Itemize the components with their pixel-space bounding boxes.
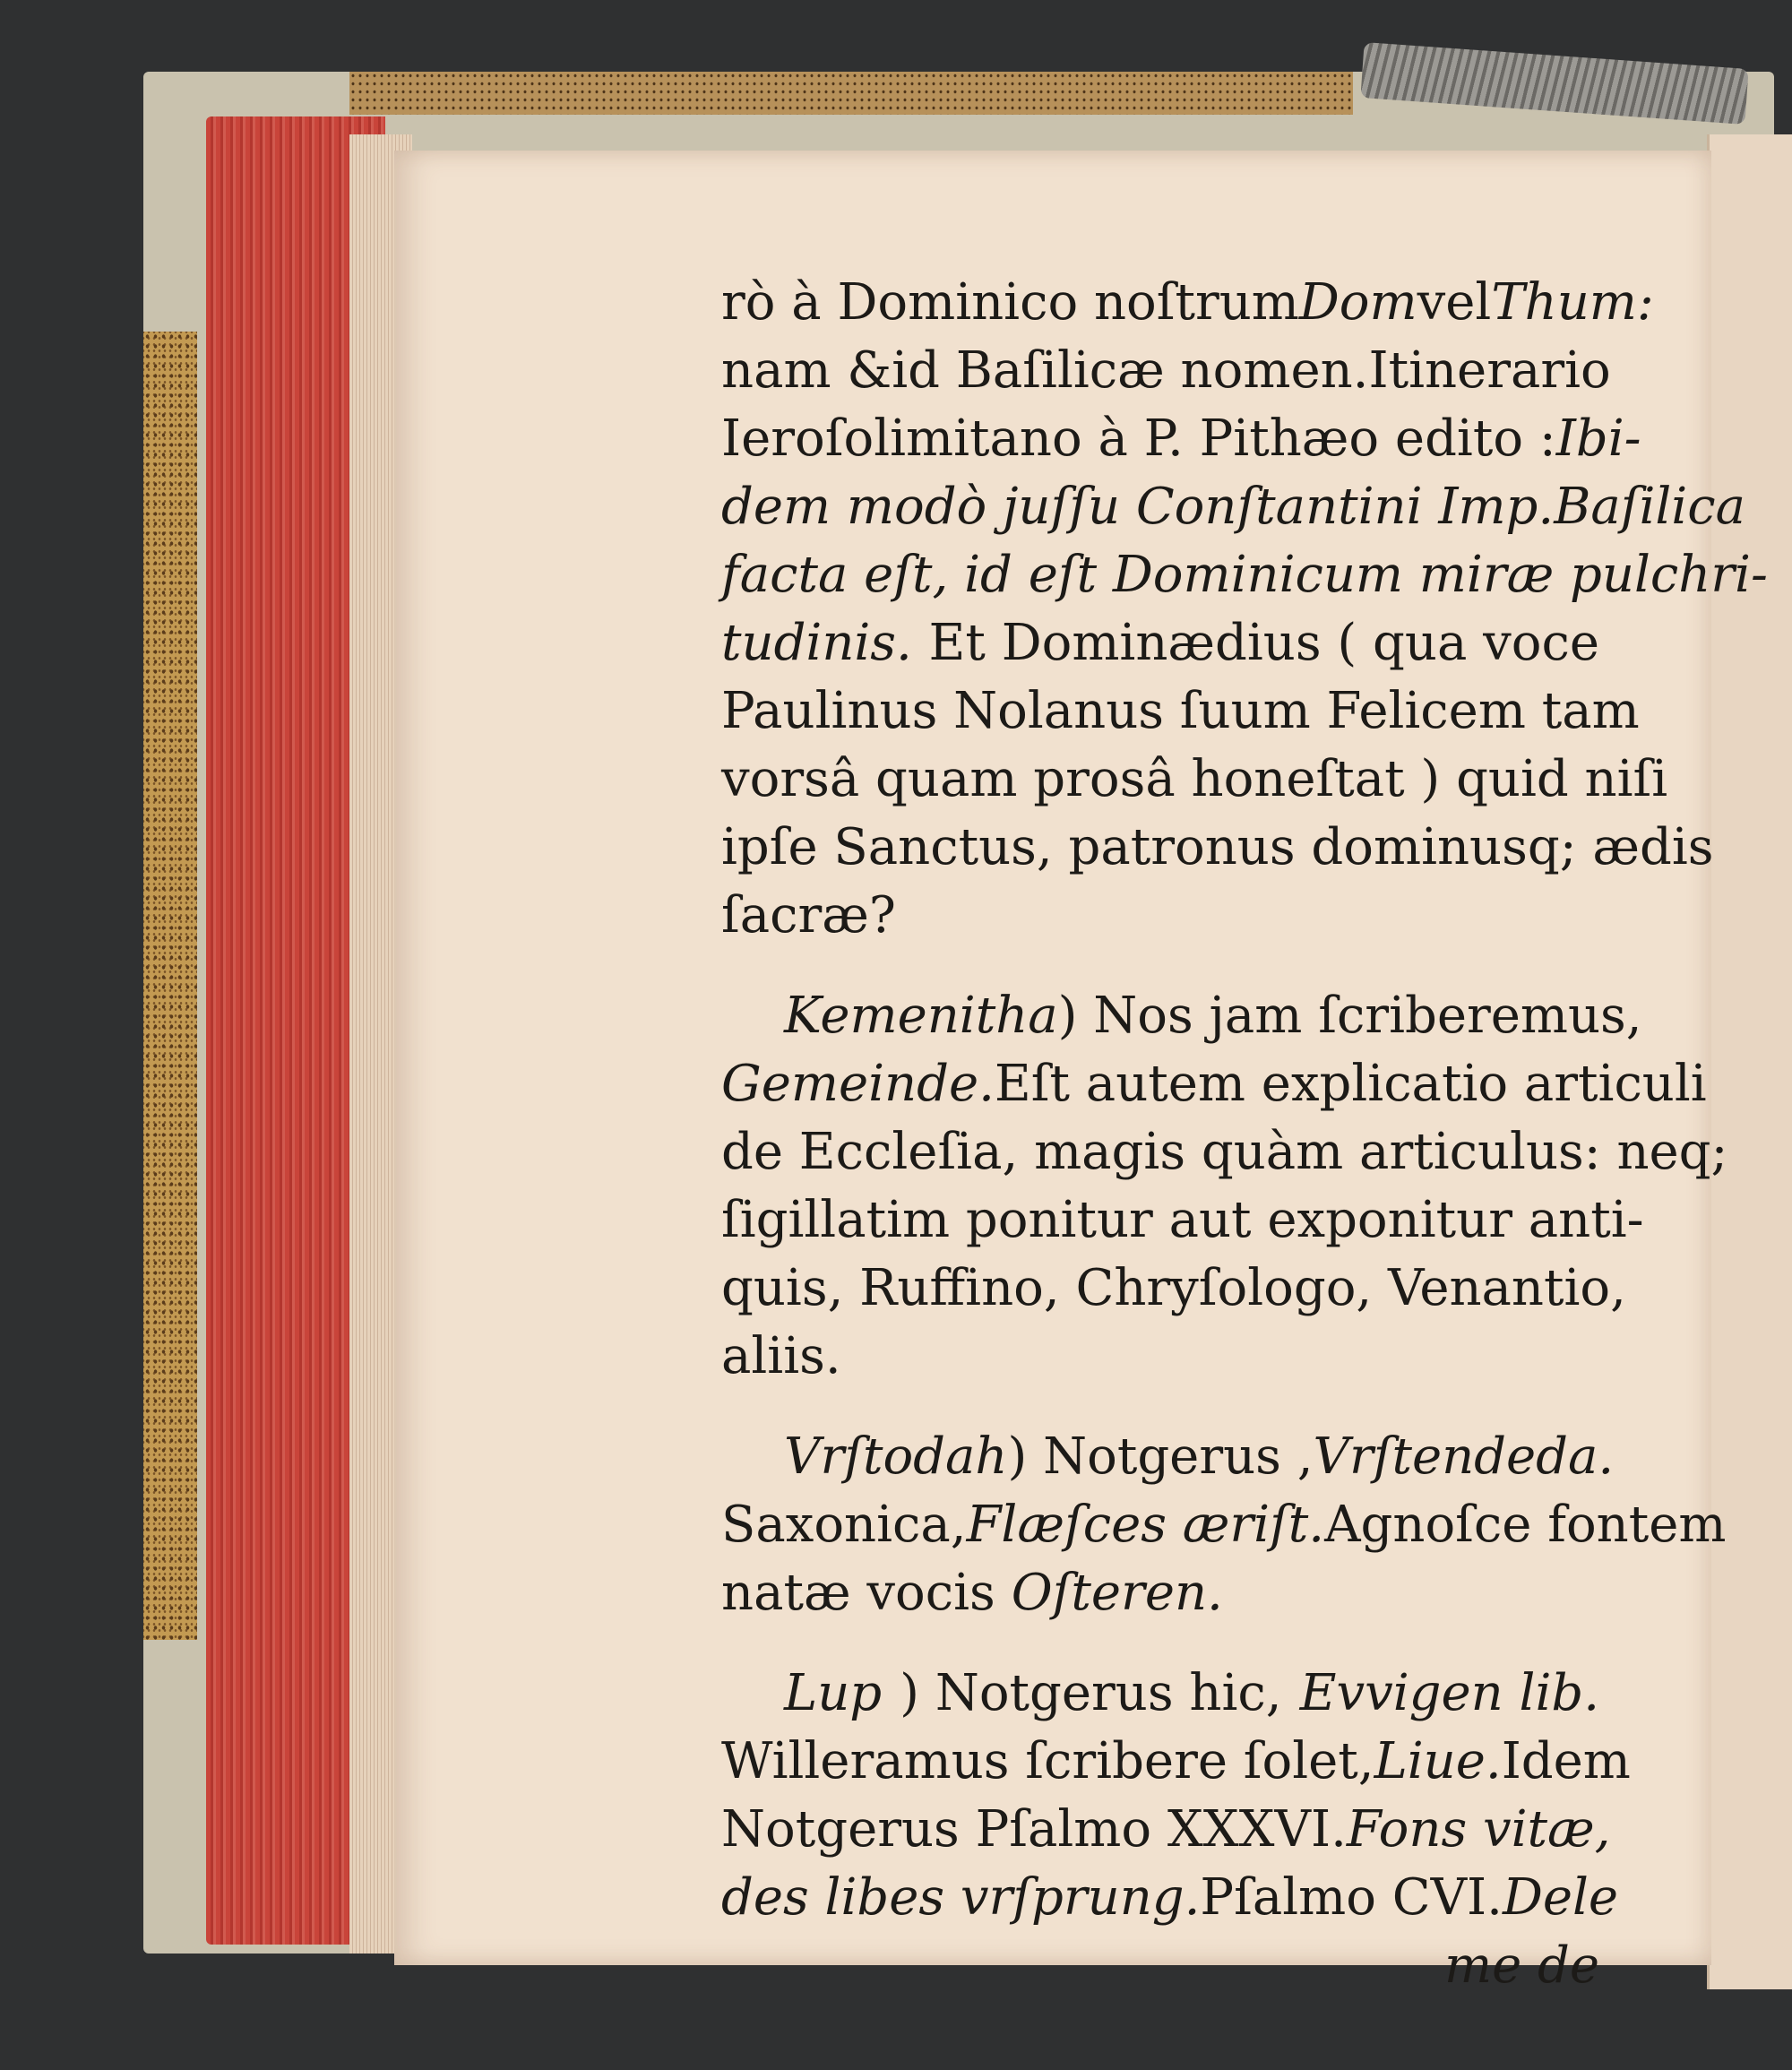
text-segment: Idem (1501, 1732, 1631, 1790)
text-segment: ſacræ? (721, 886, 896, 944)
text-segment: ipſe Sanctus, patronus dominusq; ædis (721, 818, 1714, 876)
text-segment: dem modò juſſu Conſtantini Imp. (721, 478, 1555, 536)
text-segment: Kemenitha (784, 987, 1058, 1045)
text-segment: quis, Ruffino, Chryſologo, Venantio, (721, 1259, 1626, 1317)
text-segment: Vrſtodah (784, 1427, 1008, 1486)
text-segment: Dom (1298, 273, 1417, 332)
text-segment: Thum: (1491, 273, 1654, 332)
text-line (721, 1423, 1615, 1491)
text-segment: Dele (1502, 1868, 1619, 1927)
text-line (721, 473, 1745, 541)
text-segment: facta eſt, id eſt Dominicum miræ pulchri- (721, 546, 1768, 604)
catchword-line (721, 1932, 1599, 2000)
text-segment: ) Notgerus , (1007, 1427, 1314, 1486)
text-line (721, 982, 1642, 1050)
text-line (721, 1255, 1626, 1323)
text-segment: ſigillatim ponitur aut exponitur anti- (721, 1191, 1644, 1249)
text-segment: Ibi- (1555, 410, 1641, 468)
text-line (721, 1323, 1599, 1391)
text-line (721, 677, 1640, 746)
text-segment: Itinerario (1368, 341, 1611, 400)
text-line (721, 746, 1668, 814)
text-segment: ) Notgerus hic, (900, 1664, 1282, 1722)
text-segment: Vrſtendeda. (1313, 1427, 1615, 1486)
text-segment: Notgerus Pſalmo XXXVI. (721, 1800, 1347, 1859)
text-line (721, 405, 1641, 473)
text-line (721, 609, 1599, 677)
top-board-edge (349, 72, 1353, 115)
text-segment: Agnoſce fontem (1324, 1496, 1727, 1554)
text-segment: Et Dominædius ( qua voce (928, 614, 1599, 672)
text-segment: Pſalmo CVI. (1200, 1868, 1503, 1927)
text-line (721, 1559, 1599, 1627)
text-segment: Liue. (1374, 1732, 1502, 1790)
text-segment: Evvigen lib. (1299, 1664, 1599, 1722)
marbled-board-edge (143, 332, 197, 1640)
text-segment: nam &id Baſilicæ nomen. (721, 341, 1369, 400)
text-segment: ) Nos jam ſcriberemus, (1057, 987, 1642, 1045)
text-line (721, 1728, 1631, 1796)
text-segment: Saxonica, (721, 1496, 967, 1554)
text-segment: Oſteren. (1011, 1564, 1223, 1622)
text-segment: vel (1417, 273, 1492, 332)
text-segment: tudinis. (721, 614, 912, 672)
text-segment: aliis. (721, 1327, 841, 1385)
text-line (721, 269, 1654, 337)
text-line (721, 1186, 1644, 1255)
text-block (721, 269, 1768, 2000)
text-line (721, 1118, 1728, 1186)
text-line (721, 1864, 1619, 1932)
text-segment: Gemeinde. (721, 1055, 995, 1113)
text-segment: rò à Dominico noſtrum (721, 273, 1299, 332)
text-segment: vorsâ quam prosâ honeſtat ) quid niſi (721, 750, 1668, 808)
text-segment: Willeramus ſcribere ſolet, (721, 1732, 1374, 1790)
facing-page (1707, 134, 1792, 1989)
text-line (721, 882, 1599, 950)
text-line (721, 1050, 1707, 1118)
text-line (721, 1796, 1611, 1864)
text-line (721, 1491, 1727, 1559)
text-segment: Flæſces æriſt. (966, 1496, 1325, 1554)
text-line (721, 1660, 1599, 1728)
text-line (721, 541, 1768, 609)
text-segment: Baſilica (1554, 478, 1745, 536)
text-segment: Fons vitæ, (1346, 1800, 1611, 1859)
text-line (721, 337, 1611, 405)
text-segment: Ieroſolimitano à P. Pithæo edito : (721, 410, 1556, 468)
text-line (721, 814, 1714, 882)
text-segment: natæ vocis (721, 1564, 995, 1622)
text-segment: de Eccleſia, magis quàm articulus: neq; (721, 1123, 1728, 1181)
text-segment: des libes vrſprung. (721, 1868, 1201, 1927)
catchword: me de (1443, 1936, 1599, 1995)
text-segment: Lup (784, 1664, 883, 1722)
text-segment: Paulinus Nolanus ſuum Felicem tam (721, 682, 1640, 740)
text-segment: Eſt autem explicatio articuli (994, 1055, 1707, 1113)
